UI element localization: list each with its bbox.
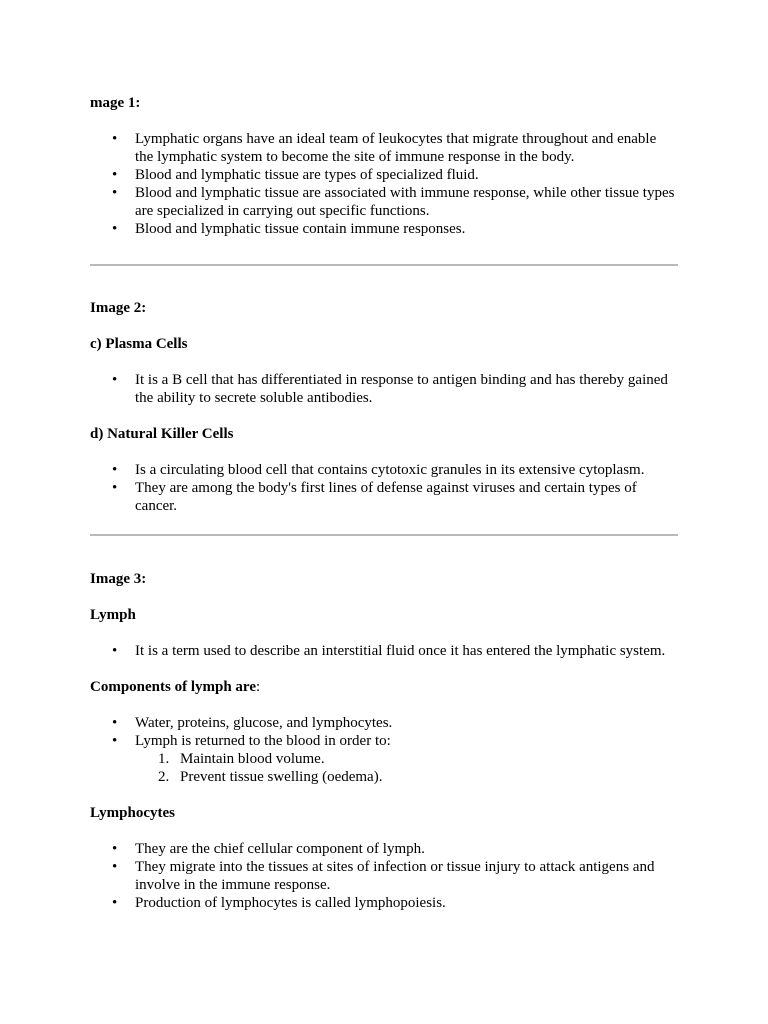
plasma-cells-heading: c) Plasma Cells [90, 336, 188, 352]
list-item: • Is a circulating blood cell that contains cytotoxic granules in its extensive cytoplasm. [90, 461, 678, 479]
list-item: • They are among the body's first lines of defense against viruses and certain types of cancer. [90, 479, 678, 515]
natural-killer-cells-bullet-list [90, 461, 678, 515]
components-bullet-list [90, 714, 678, 786]
plasma-cells-bullet-list [90, 371, 678, 407]
document-page [90, 94, 678, 912]
lymph-bullet-list [90, 642, 678, 660]
image-1-bullet-list [90, 130, 678, 238]
numbered-item-number: 2. [158, 769, 170, 785]
list-item: • Water, proteins, glucose, and lymphocytes. [90, 714, 678, 732]
list-item: • It is a B cell that has differentiated in response to antigen binding and has thereby gained the ability to secrete soluble antibodies. [90, 371, 678, 407]
numbered-item-text: Maintain blood volume. [180, 751, 325, 767]
list-item: • Blood and lymphatic tissue contain immune responses. [90, 220, 678, 238]
lymph-heading: Lymph [90, 607, 136, 623]
lymphocytes-bullet-list [90, 840, 678, 912]
section-image-3 [90, 570, 678, 912]
image-2-title: Image 2: [90, 300, 147, 316]
numbered-item [135, 750, 678, 768]
numbered-item [135, 768, 678, 786]
list-item [90, 732, 678, 786]
natural-killer-cells-heading: d) Natural Killer Cells [90, 426, 234, 442]
components-numbered-list [135, 750, 678, 786]
list-item: • Blood and lymphatic tissue are types of specialized fluid. [90, 166, 678, 184]
section-image-2 [90, 299, 678, 515]
list-item: • Blood and lymphatic tissue are associated with immune response, while other tissue types are specialized in carrying out specific functions. [90, 184, 678, 220]
lymphocytes-heading: Lymphocytes [90, 805, 176, 821]
list-item: • Lymphatic organs have an ideal team of leukocytes that migrate throughout and enable the lymphatic system to become the site of immune response in the body. [90, 130, 678, 166]
list-item: • They are the chief cellular component of lymph. [90, 840, 678, 858]
list-item: • Production of lymphocytes is called lymphopoiesis. [90, 894, 678, 912]
list-item-text: Lymph is returned to the blood in order to: [135, 733, 391, 749]
components-heading-text: Components of lymph are [90, 679, 256, 695]
image-3-title: Image 3: [90, 571, 147, 587]
components-heading-colon: : [255, 679, 261, 695]
numbered-item-number: 1. [158, 751, 170, 767]
components-of-lymph-heading [90, 678, 678, 696]
section-image-1 [90, 94, 678, 238]
list-item: • They migrate into the tissues at sites of infection or tissue injury to attack antigens and involve in the immune response. [90, 858, 678, 894]
numbered-item-text: Prevent tissue swelling (oedema). [180, 769, 383, 785]
image-1-title: mage 1: [90, 95, 141, 111]
list-item: • It is a term used to describe an interstitial fluid once it has entered the lymphatic system. [90, 642, 678, 660]
